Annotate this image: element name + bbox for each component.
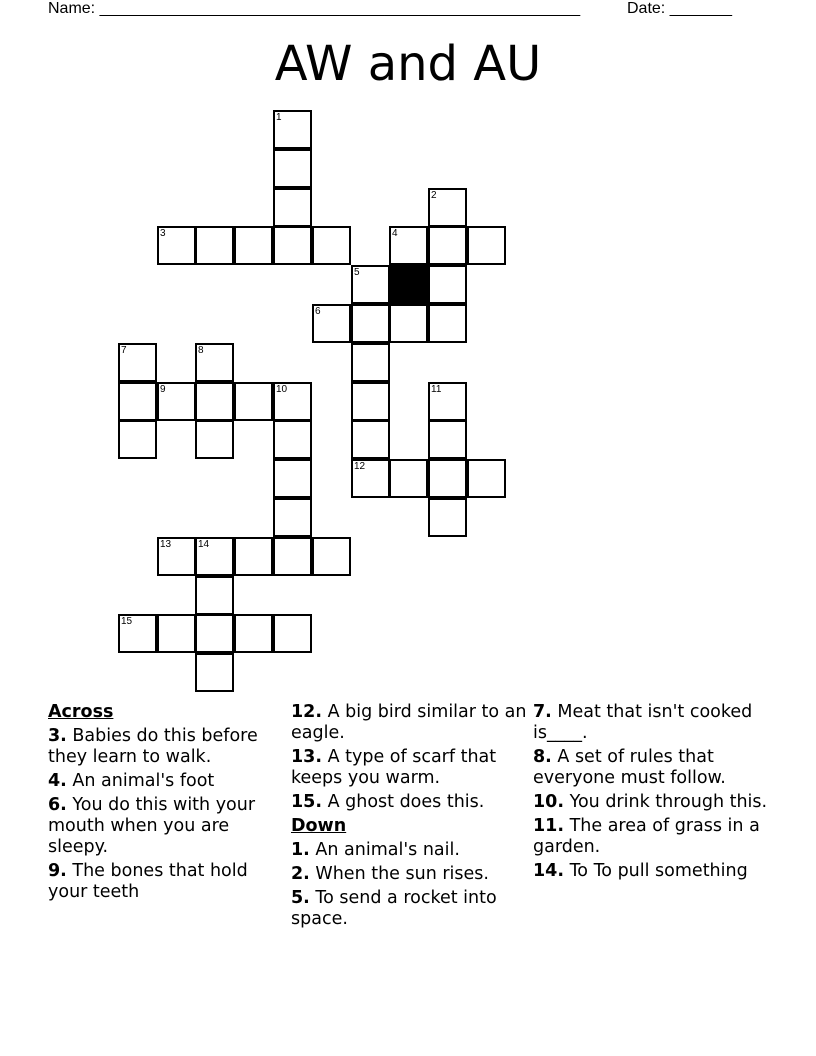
grid-cell[interactable]: [428, 304, 467, 343]
clue-number: 1.: [291, 840, 310, 860]
black-cell: [389, 265, 428, 304]
grid-cell[interactable]: [195, 653, 234, 692]
grid-cell[interactable]: [351, 382, 390, 421]
grid-cell[interactable]: [273, 188, 312, 227]
grid-cell[interactable]: [195, 343, 234, 382]
clue-text: The bones that hold your teeth: [48, 861, 248, 902]
grid-cell[interactable]: [273, 149, 312, 188]
cell-number: 9: [160, 384, 166, 395]
grid-cell[interactable]: [273, 537, 312, 576]
clue-number: 9.: [48, 861, 67, 881]
grid-cell[interactable]: [428, 382, 467, 421]
grid-cell[interactable]: [428, 459, 467, 498]
cell-number: 7: [121, 345, 127, 356]
clue-text: A big bird similar to an eagle.: [291, 702, 527, 743]
clue-text: A set of rules that everyone must follow.: [533, 747, 726, 788]
clue-down-10: [533, 792, 769, 813]
grid-cell[interactable]: [428, 498, 467, 537]
cell-number: 1: [276, 112, 282, 123]
grid-cell[interactable]: [118, 614, 157, 653]
clue-text: A ghost does this.: [327, 792, 485, 812]
clue-text: To To pull something: [569, 861, 748, 881]
grid-cell[interactable]: [389, 304, 428, 343]
clue-number: 7.: [533, 702, 552, 722]
clue-down-14: [533, 861, 769, 882]
cell-number: 3: [160, 228, 166, 239]
grid-cell[interactable]: [312, 537, 351, 576]
grid-cell[interactable]: [467, 226, 506, 265]
grid-cell[interactable]: [389, 226, 428, 265]
grid-cell[interactable]: [118, 382, 157, 421]
name-field-label: Name: ______________________________________________________: [48, 0, 581, 17]
grid-cell[interactable]: [273, 110, 312, 149]
grid-cell[interactable]: [234, 226, 273, 265]
grid-cell[interactable]: [157, 382, 196, 421]
cell-number: 8: [198, 345, 204, 356]
clue-number: 5.: [291, 888, 310, 908]
clue-text: You drink through this.: [569, 792, 768, 812]
grid-cell[interactable]: [428, 265, 467, 304]
clue-text: Meat that isn't cooked is____.: [533, 702, 753, 743]
clue-across-6: [48, 795, 284, 858]
grid-cell[interactable]: [467, 459, 506, 498]
grid-cell[interactable]: [351, 343, 390, 382]
grid-cell[interactable]: [312, 304, 351, 343]
clue-text: When the sun rises.: [315, 864, 489, 884]
grid-cell[interactable]: [118, 343, 157, 382]
cell-number: 10: [276, 384, 288, 395]
clue-text: A type of scarf that keeps you warm.: [291, 747, 497, 788]
clue-down-1: [291, 840, 527, 861]
cell-number: 11: [431, 384, 442, 395]
grid-cell[interactable]: [273, 498, 312, 537]
grid-cell[interactable]: [234, 614, 273, 653]
grid-cell[interactable]: [273, 459, 312, 498]
cell-number: 6: [315, 306, 321, 317]
clue-number: 8.: [533, 747, 552, 767]
grid-cell[interactable]: [195, 537, 234, 576]
grid-cell[interactable]: [195, 382, 234, 421]
grid-cell[interactable]: [428, 226, 467, 265]
grid-cell[interactable]: [195, 576, 234, 615]
clue-down-2: [291, 864, 527, 885]
grid-cell[interactable]: [351, 304, 390, 343]
clue-number: 13.: [291, 747, 323, 767]
clues-column-1: [48, 702, 284, 906]
clue-down-7: [533, 702, 769, 744]
header: [48, 0, 748, 20]
cell-number: 14: [198, 539, 210, 550]
clue-number: 11.: [533, 816, 565, 836]
grid-cell[interactable]: [273, 420, 312, 459]
grid-cell[interactable]: [195, 420, 234, 459]
grid-cell[interactable]: [351, 265, 390, 304]
clue-down-11: [533, 816, 769, 858]
grid-cell[interactable]: [273, 614, 312, 653]
grid-cell[interactable]: [351, 420, 390, 459]
cell-number: 12: [354, 461, 366, 472]
cell-number: 4: [392, 228, 398, 239]
grid-cell[interactable]: [195, 226, 234, 265]
clue-number: 14.: [533, 861, 565, 881]
clue-across-15: [291, 792, 527, 813]
grid-cell[interactable]: [234, 382, 273, 421]
clue-text: The area of grass in a garden.: [533, 816, 760, 857]
cell-number: 2: [431, 190, 437, 201]
grid-cell[interactable]: [428, 420, 467, 459]
cell-number: 5: [354, 267, 360, 278]
grid-cell[interactable]: [118, 420, 157, 459]
clue-down-8: [533, 747, 769, 789]
clue-number: 3.: [48, 726, 67, 746]
clue-number: 10.: [533, 792, 565, 812]
clue-text: An animal's nail.: [315, 840, 460, 860]
clue-text: To send a rocket into space.: [291, 888, 497, 929]
grid-cell[interactable]: [157, 614, 196, 653]
across-heading: Across: [48, 702, 114, 722]
page-title: AW and AU: [274, 36, 542, 92]
grid-cell[interactable]: [195, 614, 234, 653]
clue-text: You do this with your mouth when you are sleepy.: [48, 795, 256, 857]
cell-number: 13: [160, 539, 172, 550]
clue-number: 4.: [48, 771, 67, 791]
grid-cell[interactable]: [389, 459, 428, 498]
grid-cell[interactable]: [157, 226, 196, 265]
clue-number: 15.: [291, 792, 323, 812]
clue-across-9: [48, 861, 284, 903]
clues-column-2: [291, 702, 527, 933]
clue-text: An animal's foot: [72, 771, 215, 791]
clue-number: 2.: [291, 864, 310, 884]
date-field-label: Date: _______: [627, 0, 732, 17]
clue-across-4: [48, 771, 284, 792]
grid-cell[interactable]: [351, 459, 390, 498]
grid-cell[interactable]: [273, 226, 312, 265]
grid-cell[interactable]: [273, 382, 312, 421]
grid-cell[interactable]: [157, 537, 196, 576]
grid-cell[interactable]: [234, 537, 273, 576]
cell-number: 15: [121, 616, 133, 627]
clue-number: 6.: [48, 795, 67, 815]
clue-across-12: [291, 702, 527, 744]
down-heading: Down: [291, 816, 347, 836]
clue-across-3: [48, 726, 284, 768]
grid-cell[interactable]: [428, 188, 467, 227]
clue-number: 12.: [291, 702, 323, 722]
clues-column-3: [533, 702, 769, 885]
clue-text: Babies do this before they learn to walk.: [48, 726, 258, 767]
clue-across-13: [291, 747, 527, 789]
clue-down-5: [291, 888, 527, 930]
grid-cell[interactable]: [312, 226, 351, 265]
